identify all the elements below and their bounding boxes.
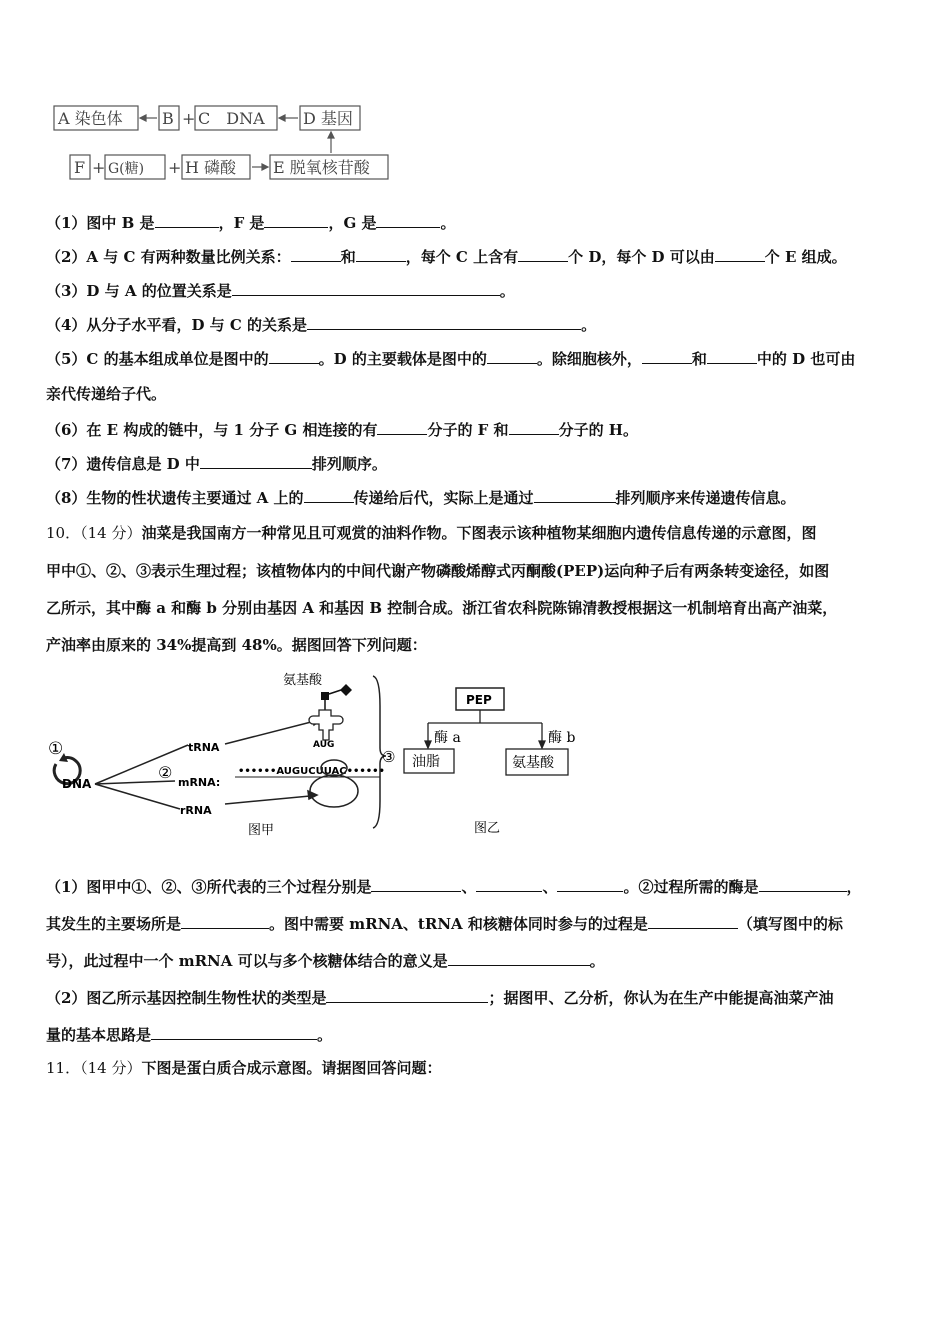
q10-intro-line4: 产油率由原来的 34%提高到 48%。据图回答下列问题：: [46, 636, 427, 654]
q10-part1-line3: 号），此过程中一个 mRNA 可以与多个核糖体结合的意义是 。: [46, 952, 605, 970]
circle-2: ②: [158, 763, 173, 782]
q9-part2: （2）A 与 C 有两种数量比例关系： 和 ，每个 C 上含有 个 D，每个 D 可以由 个 E 组成。: [46, 248, 847, 266]
plus-1: +: [182, 109, 196, 128]
answer-blank[interactable]: [371, 879, 461, 892]
mrna-label: mRNA:: [178, 776, 221, 789]
figure-b-caption: 图乙: [474, 821, 501, 836]
answer-blank[interactable]: [181, 916, 269, 929]
pep-label: PEP: [466, 693, 492, 707]
answer-blank[interactable]: [648, 916, 738, 929]
answer-blank[interactable]: [377, 422, 427, 435]
gene-structure-diagram: [50, 98, 400, 188]
amino-acid-label: 氨基酸: [283, 673, 323, 688]
q10-part2-line1: （2）图乙所示基因控制生物性状的类型是 ；据图甲、乙分析，你认为在生产中能提高油菜产油: [46, 989, 834, 1007]
q9-part7: （7）遗传信息是 D 中 排列顺序。: [46, 455, 387, 473]
circle-1: ①: [48, 739, 64, 759]
trna-label: tRNA: [188, 741, 220, 754]
answer-blank[interactable]: [715, 249, 765, 262]
plus-2: +: [92, 158, 106, 177]
label-b: B: [162, 109, 174, 128]
q9-part5-cont: 亲代传递给子代。: [46, 385, 167, 403]
answer-blank[interactable]: [151, 1027, 317, 1040]
figure-b-pep-pathway: [400, 686, 580, 836]
q9-part1: （1）图中 B 是 ，F 是 ，G 是 。: [46, 214, 456, 232]
label-c: C DNA: [198, 109, 265, 128]
circle-3: ③: [382, 748, 396, 766]
answer-blank[interactable]: [304, 490, 354, 503]
q11-number: 11．（14 分）: [46, 1059, 142, 1077]
dna-label: DNA: [62, 777, 92, 791]
amino-acid-product: 氨基酸: [512, 755, 554, 771]
answer-blank[interactable]: [448, 953, 590, 966]
q10-intro-line1: 10．（14 分）油菜是我国南方一种常见且可观赏的油料作物。下图表示该种植物某细胞内遗传信息传递的示意图，图: [46, 524, 817, 542]
answer-blank[interactable]: [487, 351, 537, 364]
answer-blank[interactable]: [155, 215, 219, 228]
answer-blank[interactable]: [200, 456, 312, 469]
answer-blank[interactable]: [291, 249, 341, 262]
aug-label: AUG: [313, 740, 335, 750]
answer-blank[interactable]: [557, 879, 623, 892]
answer-blank[interactable]: [518, 249, 568, 262]
enzyme-a-label: 酶 a: [434, 730, 461, 746]
answer-blank[interactable]: [707, 351, 757, 364]
label-d: D 基因: [303, 109, 353, 128]
oil-label: 油脂: [412, 754, 440, 770]
plus-3: +: [168, 158, 182, 177]
answer-blank[interactable]: [642, 351, 692, 364]
q9-part5: （5）C 的基本组成单位是图中的 。D 的主要载体是图中的 。除细胞核外， 和 中的 D 也可由: [46, 350, 856, 368]
answer-blank[interactable]: [476, 879, 542, 892]
q9-part8: （8）生物的性状遗传主要通过 A 上的 传递给后代，实际上是通过 排列顺序来传递遗传信息。: [46, 489, 796, 507]
answer-blank[interactable]: [264, 215, 328, 228]
answer-blank[interactable]: [307, 317, 581, 330]
q9-part6: （6）在 E 构成的链中，与 1 分子 G 相连接的有 分子的 F 和 分子的 H。: [46, 421, 638, 439]
answer-blank[interactable]: [232, 283, 500, 296]
q10-intro-line3: 乙所示，其中酶 a 和酶 b 分别由基因 A 和基因 B 控制合成。浙江省农科院陈锦清教授根据这一机制培育出高产油菜，: [46, 599, 838, 617]
enzyme-b-label: 酶 b: [548, 730, 576, 746]
label-f: F: [74, 158, 86, 177]
q9-part4: （4）从分子水平看，D 与 C 的关系是 。: [46, 316, 597, 334]
answer-blank[interactable]: [356, 249, 406, 262]
answer-blank[interactable]: [326, 990, 488, 1003]
label-a: A 染色体: [58, 109, 123, 128]
figure-a-caption: 图甲: [248, 823, 275, 838]
mrna-sequence: ••••••AUGUCUUAC••••••: [238, 766, 385, 777]
q10-intro-line2: 甲中①、②、③表示生理过程；该植物体内的中间代谢产物磷酸烯醇式丙酮酸(PEP)运向种子后有两条转变途径，如图: [46, 562, 830, 580]
answer-blank[interactable]: [759, 879, 847, 892]
figure-a-gene-expression: [40, 666, 400, 842]
answer-blank[interactable]: [376, 215, 440, 228]
label-g: G(糖): [108, 161, 145, 177]
rrna-label: rRNA: [180, 804, 212, 817]
q11-intro: 11．（14 分）下图是蛋白质合成示意图。请据图回答问题：: [46, 1059, 442, 1077]
answer-blank[interactable]: [509, 422, 559, 435]
answer-blank[interactable]: [534, 490, 616, 503]
answer-blank[interactable]: [269, 351, 319, 364]
q10-number: 10．（14 分）: [46, 524, 142, 542]
label-h: H 磷酸: [185, 158, 237, 177]
q10-part1-line1: （1）图甲中①、②、③所代表的三个过程分别是 、 、 。②过程所需的酶是 ，: [46, 878, 862, 896]
label-e: E 脱氧核苷酸: [273, 158, 370, 177]
q9-part3: （3）D 与 A 的位置关系是 。: [46, 282, 515, 300]
q10-part1-line2: 其发生的主要场所是 。图中需要 mRNA、tRNA 和核糖体同时参与的过程是 （填写图中的标: [46, 915, 843, 933]
q10-part2-line2: 量的基本思路是 。: [46, 1026, 333, 1044]
